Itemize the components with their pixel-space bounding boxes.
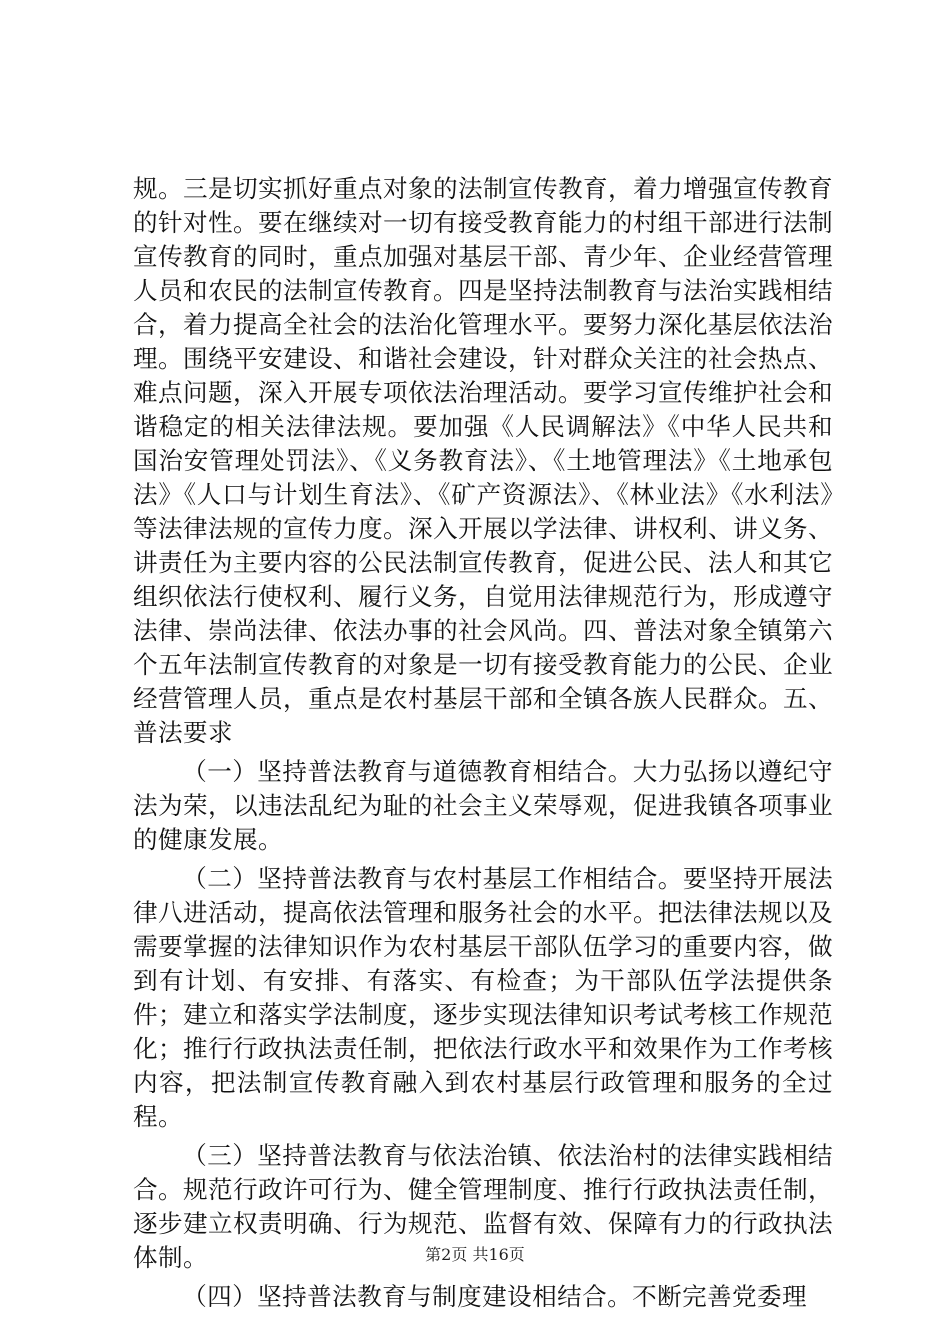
paragraph-1: 规。三是切实抓好重点对象的法制宣传教育，着力增强宣传教育的针对性。要在继续对一切有接受教育能力的村组干部进行法制宣传教育的同时，重点加强对基层干部、青少年、企业经营管理人员和农民的法制宣传教育。四是坚持法制教育与法治实践相结合，着力提高全社会的法治化管理水平。要努力深化基层依法治理。围绕平安建设、和谐社会建设，针对群众关注的社会热点、难点问题，深入开展专项依法治理活动。要学习宣传维护社会和谐稳定的相关法律法规。要加强《人民调解法》《中华人民共和国治安管理处罚法》、《义务教育法》、《土地管理法》《土地承包法》《人口与计划生育法》、《矿产资源法》、《林业法》《水利法》等法律法规的宣传力度。深入开展以学法律、讲权利、讲义务、讲责任为主要内容的公民法制宣传教育，促进公民、法人和其它组织依法行使权利、履行义务，自觉用法律规范行为，形成遵守法律、崇尚法律、依法办事的社会风尚。四、普法对象全镇第六个五年法制宣传教育的对象是一切有接受教育能力的公民、企业经营管理人员，重点是农村基层干部和全镇各族人民群众。五、普法要求: [133, 174, 833, 747]
paragraph-4: （三）坚持普法教育与依法治镇、依法治村的法律实践相结合。规范行政许可行为、健全管理制度、推行行政执法责任制，逐步建立权责明确、行为规范、监督有效、保障有力的行政执法体制。: [133, 1141, 833, 1272]
document-body: [133, 172, 833, 1319]
page-footer: 第2页 共16页: [425, 1245, 525, 1264]
paragraph-2: （一）坚持普法教育与道德教育相结合。大力弘扬以遵纪守法为荣，以违法乱纪为耻的社会主义荣辱观，促进我镇各项事业的健康发展。: [133, 757, 833, 854]
paragraph-3: （二）坚持普法教育与农村基层工作相结合。要坚持开展法律八进活动，提高依法管理和服务社会的水平。把法律法规以及需要掌握的法律知识作为农村基层干部队伍学习的重要内容，做到有计划、有安排、有落实、有检查；为干部队伍学法提供条件；建立和落实学法制度，逐步实现法律知识考试考核工作规范化；推行行政执法责任制，把依法行政水平和效果作为工作考核内容，把法制宣传教育融入到农村基层行政管理和服务的全过程。: [133, 864, 833, 1131]
paragraph-5: （四）坚持普法教育与制度建设相结合。不断完善党委理: [182, 1282, 808, 1311]
